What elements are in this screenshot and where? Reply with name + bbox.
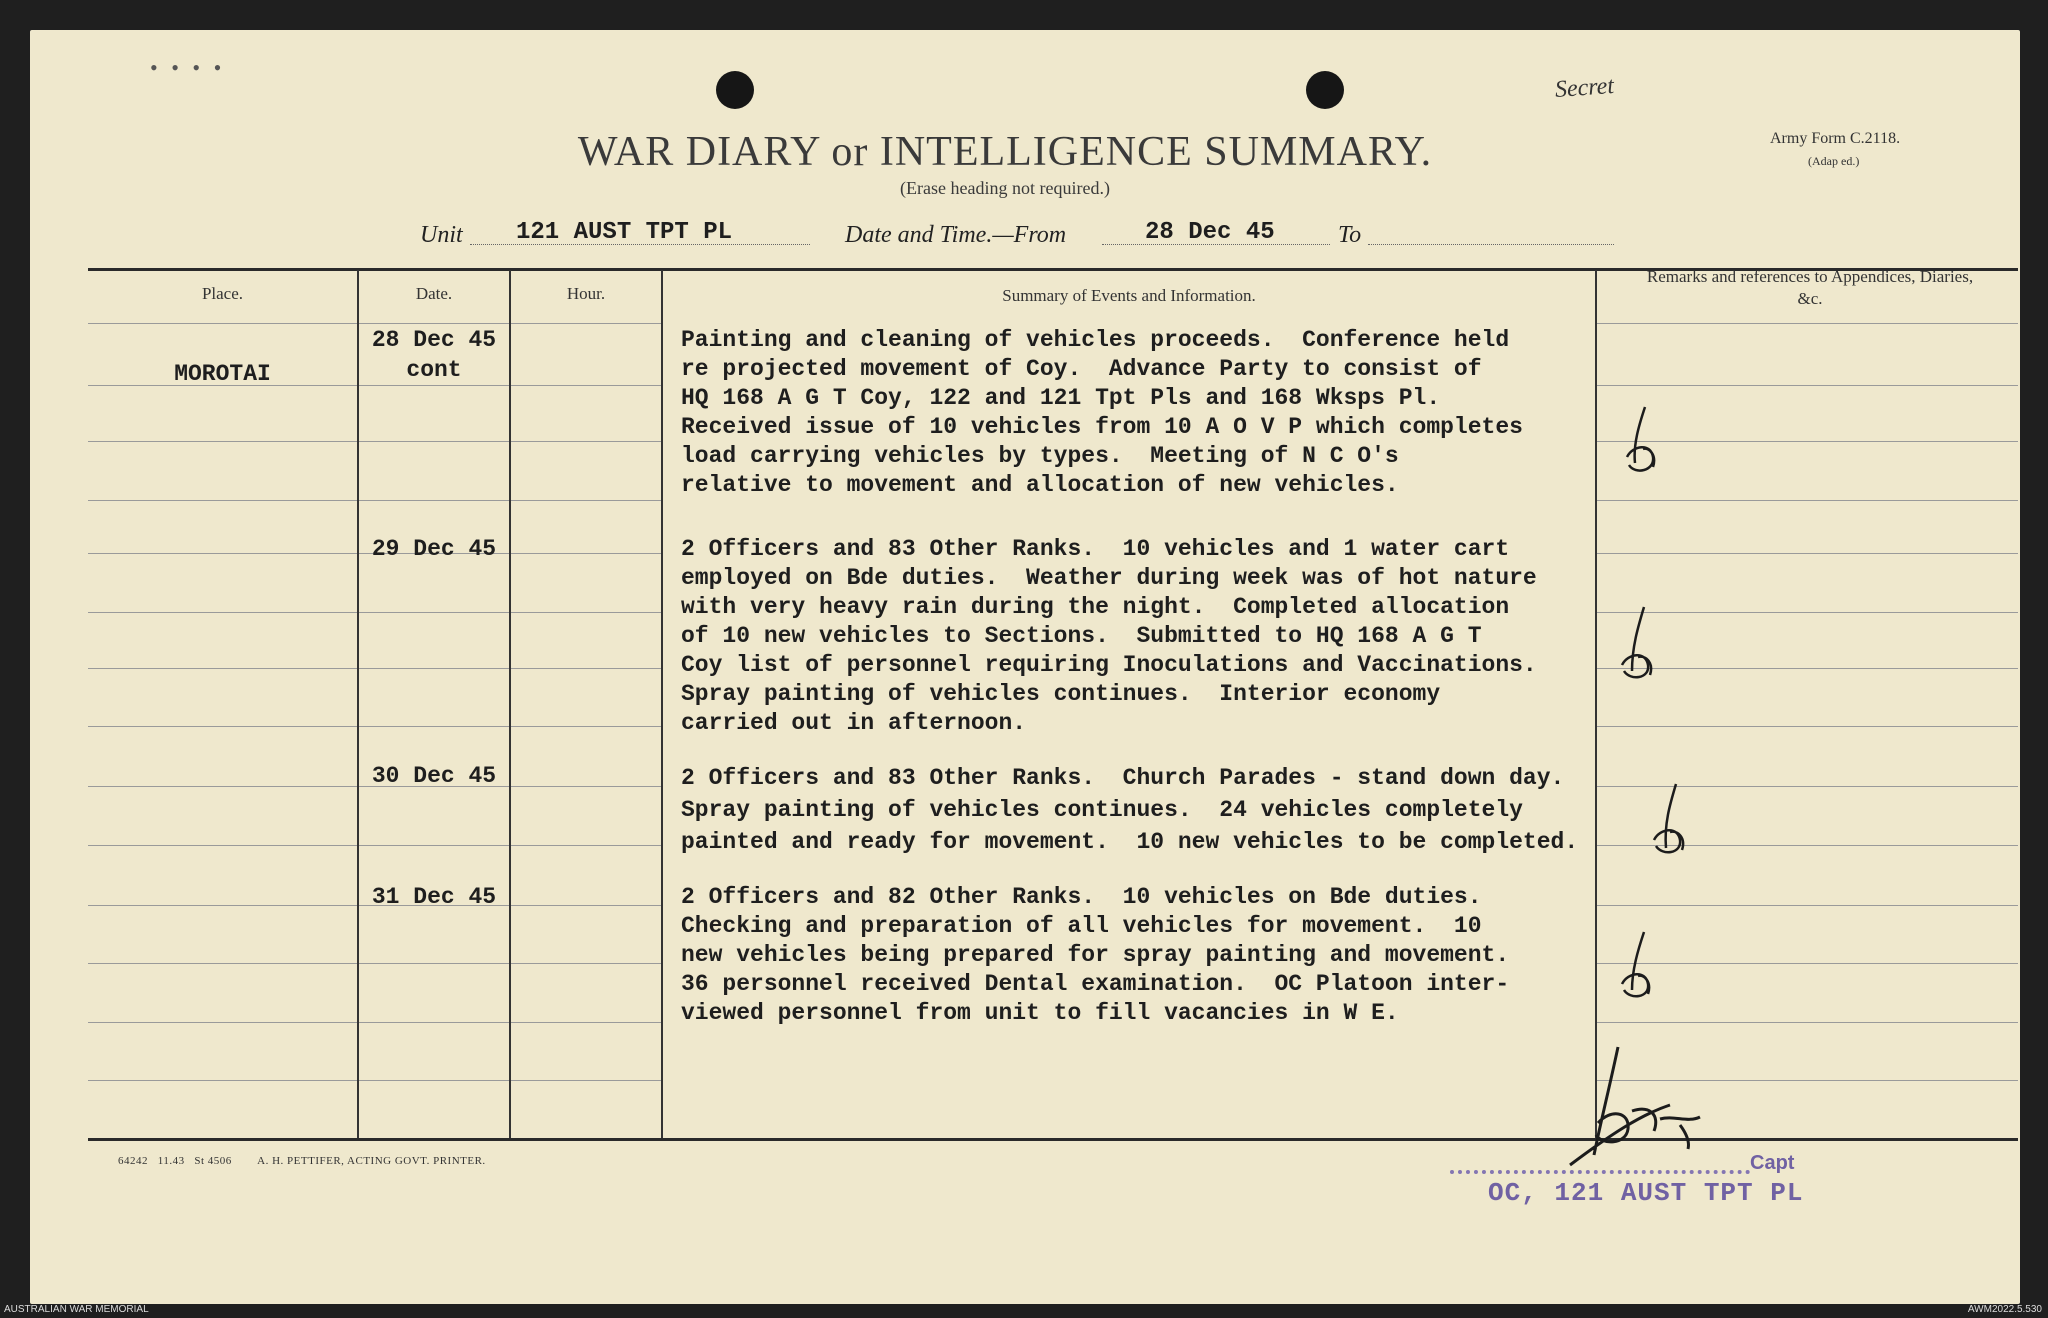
unit-label: Unit	[420, 222, 463, 248]
signature-dotted-line	[1450, 1170, 1750, 1174]
officer-signature	[1550, 1045, 1720, 1175]
column-header-hour: Hour.	[566, 284, 606, 303]
ruled-line	[359, 612, 509, 613]
army-form-number: Army Form C.2118.	[1770, 130, 1901, 147]
table-bottom-border	[88, 1138, 2018, 1141]
ruled-line	[511, 963, 661, 964]
ruled-line	[1597, 500, 2018, 501]
ruled-line	[511, 323, 661, 324]
entry-1-date-cont: cont	[406, 357, 462, 383]
entry-1-date: 28 Dec 45	[371, 327, 497, 353]
divider-date-hour	[509, 270, 511, 1138]
ruled-line	[359, 963, 509, 964]
initials-signature-3	[1640, 782, 1700, 862]
ruled-line	[511, 441, 661, 442]
to-underline	[1368, 244, 1614, 245]
initials-signature-4	[1610, 930, 1670, 1010]
column-header-place: Place.	[201, 284, 244, 303]
initials-signature-2	[1610, 605, 1670, 685]
ruled-line	[88, 553, 357, 554]
divider-hour-summary	[661, 270, 663, 1138]
ruled-line	[359, 845, 509, 846]
to-label: To	[1338, 222, 1362, 248]
entry-3-date: 30 Dec 45	[371, 763, 497, 789]
ruled-line	[511, 845, 661, 846]
initials-signature-1	[1615, 405, 1675, 485]
column-header-summary: Summary of Events and Information.	[1002, 286, 1256, 305]
punch-hole-left	[716, 71, 754, 109]
ruled-line	[359, 668, 509, 669]
ruled-line	[511, 1080, 661, 1081]
ruled-line	[88, 500, 357, 501]
ruled-line	[88, 668, 357, 669]
ruled-line	[359, 385, 509, 386]
ruled-line	[511, 500, 661, 501]
secret-annotation: Secret	[1554, 72, 1615, 104]
top-marks: • • • •	[150, 55, 226, 80]
ruled-line	[1597, 1022, 2018, 1023]
entry-4-date: 31 Dec 45	[371, 884, 497, 910]
ruled-line	[88, 441, 357, 442]
entry-1-text: Painting and cleaning of vehicles proceeds. Conference held re projected movement of Coy. Advance Party to consist of HQ 168 A G T Coy, 122 and 121 Tpt Pls and 168 Wksps Pl. Received issue of 10 vehicles from 10 A O V P which completes load carrying vehicles by types. Meeting of N C O's relative to movement and allocation of new vehicles.	[681, 327, 1523, 498]
page-subtitle: (Erase heading not required.)	[900, 178, 1110, 198]
ruled-line	[88, 612, 357, 613]
ruled-line	[511, 726, 661, 727]
entry-4-text: 2 Officers and 82 Other Ranks. 10 vehicles on Bde duties. Checking and preparation of all vehicles for movement. 10 new vehicles being prepared for spray painting and movement. 36 personnel received Dental examination. OC Platoon inter- viewed personnel from unit to fill vacancies in W E.	[681, 884, 1510, 1026]
ruled-line	[511, 1022, 661, 1023]
ruled-line	[359, 1080, 509, 1081]
ruled-line	[1597, 385, 2018, 386]
entry-2-date: 29 Dec 45	[371, 536, 497, 562]
ruled-line	[88, 1080, 357, 1081]
army-form-sub: (Adap ed.)	[1808, 154, 1860, 168]
column-header-remarks: Remarks and references to Appendices, Diaries, &c.	[1646, 267, 1974, 308]
ruled-line	[359, 323, 509, 324]
ruled-line	[359, 1022, 509, 1023]
ruled-line	[511, 385, 661, 386]
ruled-line	[88, 963, 357, 964]
ruled-line	[511, 905, 661, 906]
unit-value: 121 AUST TPT PL	[516, 219, 733, 246]
printer-imprint: 64242 11.43 St 4506 A. H. PETTIFER, ACTING GOVT. PRINTER.	[118, 1155, 486, 1167]
ruled-line	[359, 441, 509, 442]
officer-stamp: OC, 121 AUST TPT PL	[1488, 1178, 1804, 1208]
ruled-line	[511, 668, 661, 669]
page-title: WAR DIARY or INTELLIGENCE SUMMARY.	[577, 129, 1433, 175]
ruled-line	[1597, 905, 2018, 906]
archive-label: AUSTRALIAN WAR MEMORIAL	[4, 1304, 149, 1315]
ruled-line	[1597, 726, 2018, 727]
ruled-line	[88, 786, 357, 787]
column-header-date: Date.	[415, 284, 453, 303]
ruled-line	[511, 786, 661, 787]
entry-1-place: MOROTAI	[174, 361, 271, 387]
date-value: 28 Dec 45	[1145, 219, 1275, 246]
entry-3-text: 2 Officers and 83 Other Ranks. Church Parades - stand down day. Spray painting of vehicles continues. 24 vehicles completely painted and ready for movement. 10 new vehicles to be completed.	[681, 765, 1579, 855]
ruled-line	[359, 500, 509, 501]
ruled-line	[511, 553, 661, 554]
ruled-line	[1597, 323, 2018, 324]
ruled-line	[88, 1022, 357, 1023]
divider-place-date	[357, 270, 359, 1138]
ruled-line	[88, 726, 357, 727]
punch-hole-right	[1306, 71, 1344, 109]
date-label: Date and Time.—From	[845, 222, 1067, 248]
rank-stamp: Capt	[1750, 1152, 1795, 1174]
ruled-line	[511, 612, 661, 613]
entry-2-text: 2 Officers and 83 Other Ranks. 10 vehicles and 1 water cart employed on Bde duties. Weather during week was of hot nature with very heavy rain during the night. Completed allocation of 10 new vehicles to Sections. Submitted to HQ 168 A G T Coy list of personnel requiring Inoculations and Vaccinations. Spray painting of vehicles continues. Interior economy carried out in afternoon.	[681, 536, 1537, 736]
ruled-line	[1597, 553, 2018, 554]
ruled-line	[88, 323, 357, 324]
archive-id: AWM2022.5.530	[1967, 1304, 2042, 1315]
ruled-line	[359, 726, 509, 727]
ruled-line	[88, 905, 357, 906]
ruled-line	[88, 845, 357, 846]
